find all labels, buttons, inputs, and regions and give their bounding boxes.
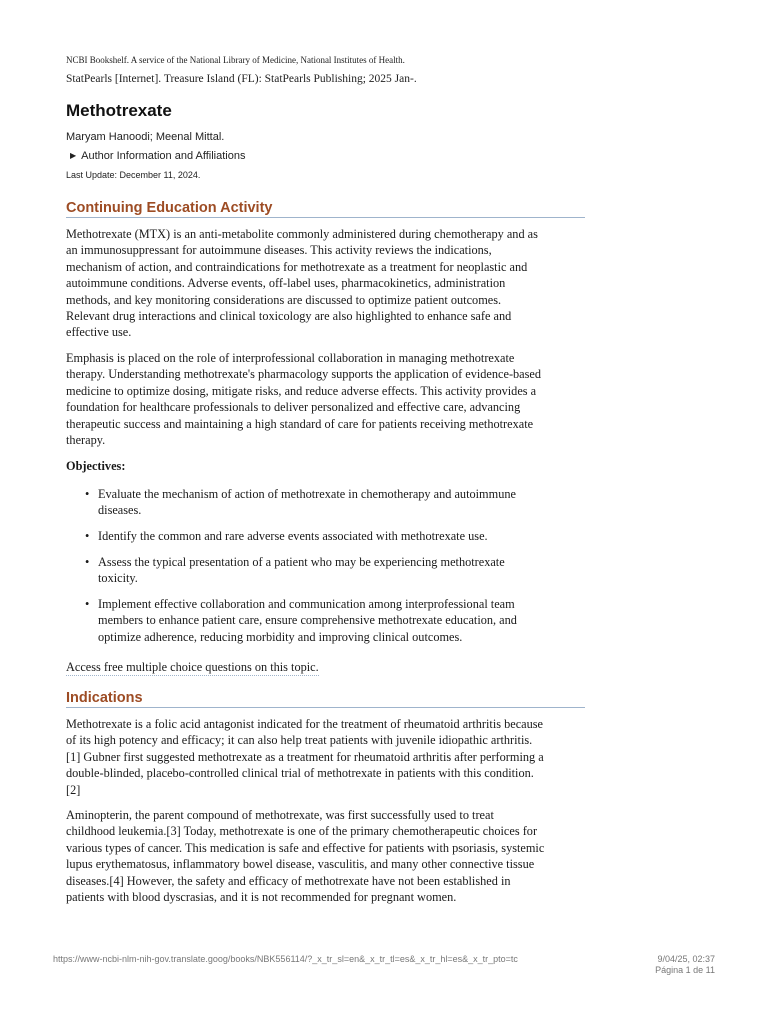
text-line: therapeutic success and maintaining a high standard of care for patients receiving methotrexate [66,416,534,431]
indications-paragraph-1 [66,716,586,798]
bullet-icon: • [85,555,90,569]
text-line: lupus erythematosus, inflammatory bowel disease, vasculitis, and many other connective tissue [66,857,535,872]
objectives-label: Objectives: [66,459,126,473]
text-line: Evaluate the mechanism of action of methotrexate in chemotherapy and autoimmune [98,487,516,501]
text-line: Aminopterin, the parent compound of methotrexate, was first successfully used to treat [66,808,494,822]
text-line: diseases.[4] However, the safety and efficacy of methotrexate have not been established in [66,873,511,888]
text-line: Methotrexate is a folic acid antagonist indicated for the treatment of rheumatoid arthritis because [66,717,544,731]
text-line: Methotrexate (MTX) is an anti-metabolite commonly administered during chemotherapy and as [66,227,538,241]
bullet-icon: • [85,529,90,543]
footer-datetime: 9/04/25, 02:37 [657,954,715,964]
text-line: therapy. Understanding methotrexate's pharmacology supports the application of evidence-based [66,367,542,382]
text-line: effective use. [66,325,132,340]
ce-paragraph-2 [66,350,586,448]
text-line: of its high potency and efficacy; it can also help treat patients with juvenile idiopathic arthritis. [66,733,533,748]
footer-date-page [655,954,715,976]
triangle-right-icon: ▶ [70,151,77,160]
text-line: [1] Gubner first suggested methotrexate as a treatment for rheumatoid arthritis after performing a [66,749,544,764]
text-line: an immunosuppressant for autoimmune diseases. This activity reviews the indications, [66,243,492,258]
text-line: autoimmune conditions. Adverse events, off-label uses, pharmacokinetics, administration [66,276,506,291]
mcq-access-link[interactable]: Access free multiple choice questions on this topic. [66,659,319,676]
text-line: Assess the typical presentation of a patient who may be experiencing methotrexate [98,555,505,569]
bullet-icon: • [85,597,90,611]
text-line: methods, and key monitoring considerations are discussed to optimize patient outcomes. [66,292,502,307]
authors[interactable]: Maryam Hanoodi; Meenal Mittal. [66,131,225,143]
article-title: Methotrexate [66,101,172,120]
text-line: foundation for healthcare professionals to deliver personalized and effective care, advancing [66,400,521,415]
bullet-icon: • [85,487,90,501]
indications-paragraph-2 [66,807,586,905]
text-line: Implement effective collaboration and communication among interprofessional team [98,597,515,611]
author-affiliations-toggle[interactable] [70,150,245,162]
text-line: mechanism of action, and contraindications for methotrexate as a treatment for neoplastic and [66,259,528,274]
text-line: patients with blood dyscrasias, and it is not recommended for pregnant women. [66,890,457,905]
objective-item [85,596,568,645]
text-line: Identify the common and rare adverse events associated with methotrexate use. [98,529,488,543]
text-line: medicine to optimize dosing, mitigate risks, and reduce adverse effects. This activity provides a [66,383,537,398]
objective-item [85,554,568,587]
text-line: double-blinded, placebo-controlled clinical trial of methotrexate in patients with this condition. [66,766,534,781]
footer-page-number: Página 1 de 11 [655,965,715,975]
text-line: various types of cancer. This medication is safe and effective for patients with psoriasis, systemic [66,840,545,855]
publisher-line: NCBI Bookshelf. A service of the National Library of Medicine, National Institutes of Health. [66,55,405,65]
last-update: Last Update: December 11, 2024. [66,170,201,180]
citation-line: StatPearls [Internet]. Treasure Island (FL): StatPearls Publishing; 2025 Jan-. [66,73,417,85]
text-line: [2] [66,782,81,797]
text-line: childhood leukemia.[3] Today, methotrexate is one of the primary chemotherapeutic choices for [66,824,538,839]
ce-paragraph-1 [66,226,586,341]
objective-item [85,486,568,519]
objective-item [85,528,568,544]
text-line: Relevant drug interactions and clinical toxicology are also highlighted to enhance safe and [66,309,512,324]
text-line: toxicity. [98,571,138,586]
affiliations-label: Author Information and Affiliations [81,150,246,162]
text-line: therapy. [66,433,106,448]
text-line: optimize adherence, reducing morbidity and improving clinical outcomes. [98,629,463,644]
text-line: diseases. [98,503,142,518]
text-line: Emphasis is placed on the role of interprofessional collaboration in managing methotrexate [66,351,515,365]
text-line: members to enhance patient care, ensure comprehensive methotrexate education, and [98,613,517,628]
section-heading-continuing-education: Continuing Education Activity [66,200,585,218]
footer-url: https://www-ncbi-nlm-nih-gov.translate.goog/books/NBK556114/?_x_tr_sl=en&_x_tr_tl=es&_x_tr_hl=es&_x_tr_pto=tc [53,954,518,964]
section-heading-indications: Indications [66,690,585,708]
